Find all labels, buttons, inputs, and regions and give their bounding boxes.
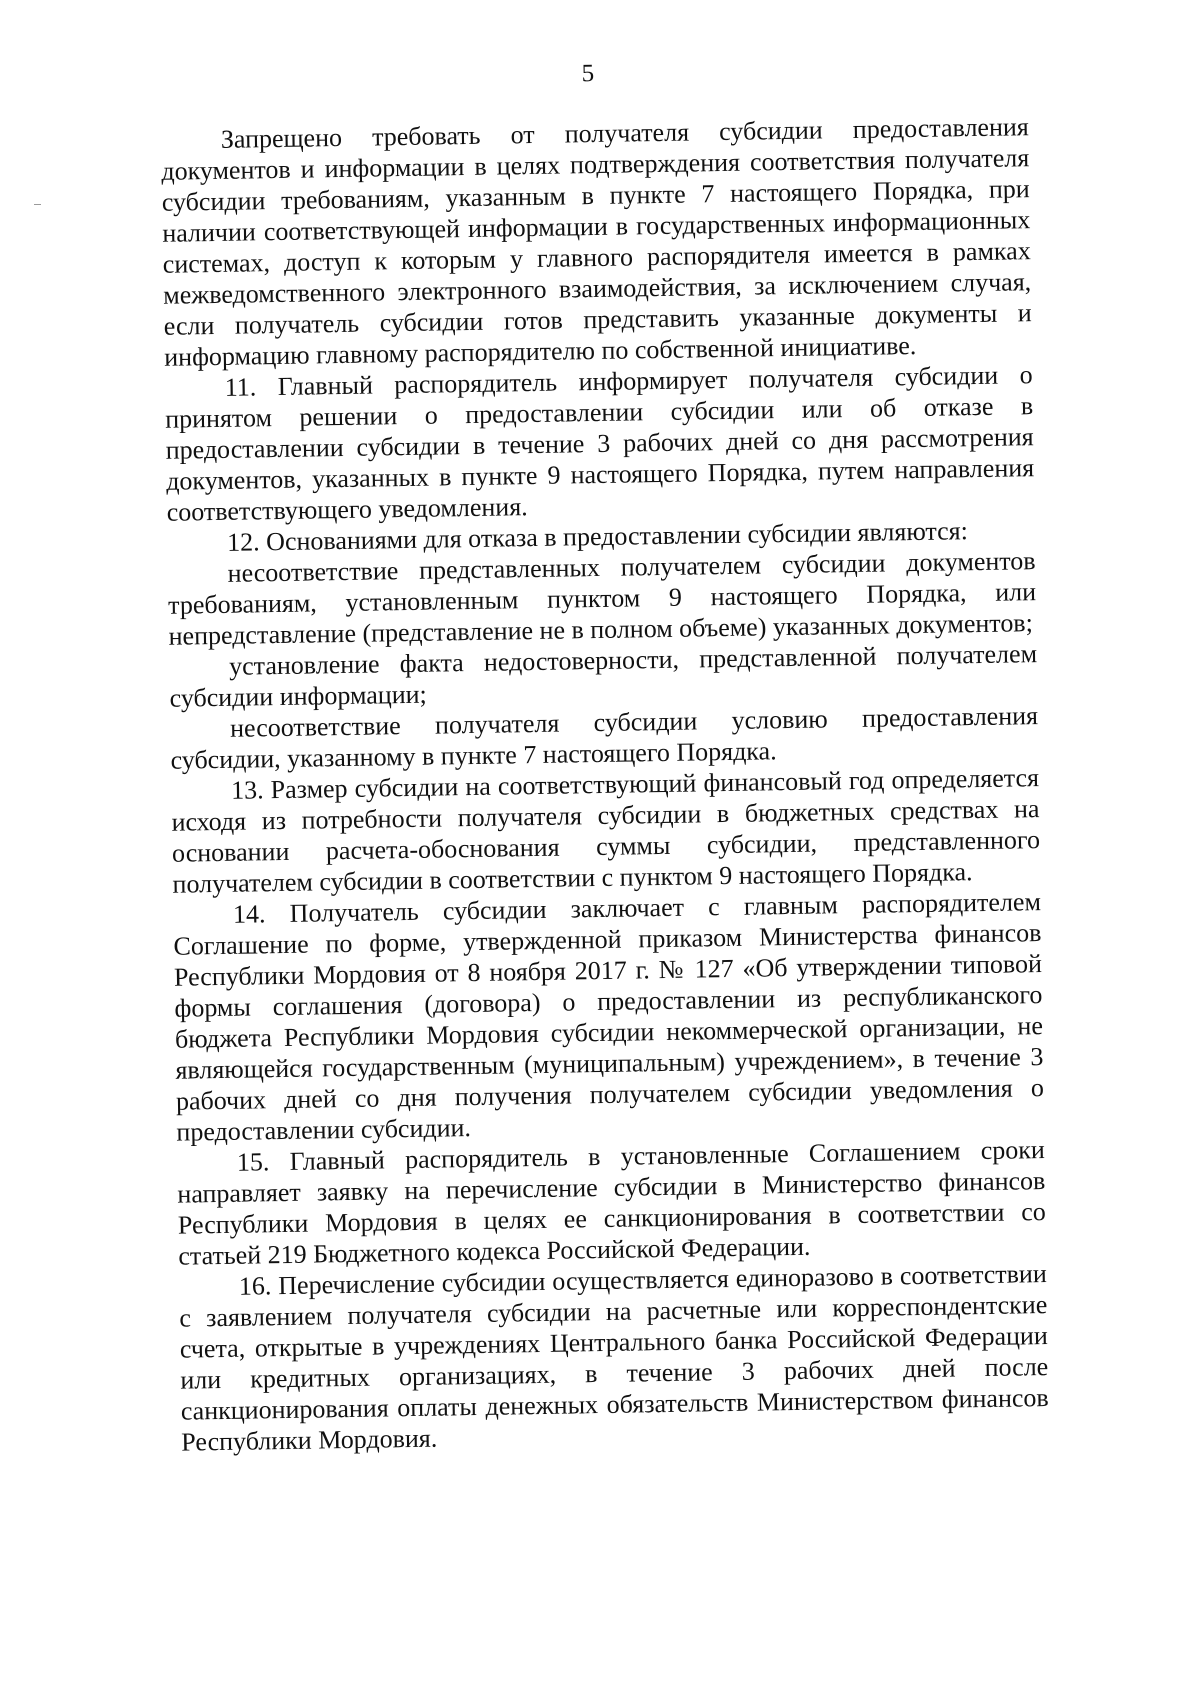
scan-artifact <box>34 204 41 205</box>
paragraph-13: 13. Размер субсидии на соответствующий финансовый год определяется исходя из потребности получателя субсидии в бюджетных средствах на основании расчета-обоснования суммы субсидии, представленного получателем субсидии в соответствии с пунктом 9 настоящего Порядка. <box>171 763 1041 899</box>
paragraph-12-ground-2: установление факта недостоверности, представленной получателем субсидии информации; <box>169 639 1038 713</box>
paragraph-15: 15. Главный распорядитель в установленные Соглашением сроки направляет заявку на перечисление субсидии в Министерство финансов Республики Мордовия в целях ее санкционирования в соответствии со статьей 219 Бюджетного кодекса Российской Федерации. <box>177 1135 1047 1271</box>
paragraph-12-ground-1: несоответствие представленных получателем субсидии документов требованиям, установленным пунктом 9 настоящего Порядка, или непредставление (представление не в полном объеме) указанных документов; <box>167 546 1037 651</box>
paragraph-11: 11. Главный распорядитель информирует получателя субсидии о принятом решении о предоставлении субсидии или об отказе в предоставлении субсидии в течение 3 рабочих дней со дня рассмотрения документов, указанных в пункте 9 настоящего Порядка, путем направления соответствующего уведомления. <box>165 360 1035 527</box>
paragraph-12: 12. Основаниями для отказа в предоставлении субсидии являются: <box>226 516 969 557</box>
paragraph-16: 16. Перечисление субсидии осуществляется единоразово в соответствии с заявлением получателя субсидии на расчетные или корреспондентские счета, открытые в учреждениях Центрального банка Российской Федерации или кредитных организациях, в течение 3 рабочих дней после санкционирования оплаты денежных обязательств Министерством финансов Республики Мордовия. <box>179 1259 1049 1457</box>
paragraph-14: 14. Получатель субсидии заключает с главным распорядителем Соглашение по форме, утвержденной приказом Министерства финансов Республики Мордовия от 8 ноября 2017 г. № 127 «Об утверждении типовой формы соглашения (договора) о предоставлении из республиканского бюджета Республики Мордовия субсидии некоммерческой организации, не являющейся государственным (муниципальным) учреждением», в течение 3 рабочих дней со дня получения получателем субсидии уведомления о предоставлении субсидии. <box>173 887 1045 1147</box>
paragraph-prohibition: Запрещено требовать от получателя субсидии предоставления документов и информации в целях подтверждения соответствия получателя субсидии требованиям, указанным в пункте 7 настоящего Порядка, при наличии соответствующей информации в государственных информационных системах, доступ к которым у главного распорядителя имеется в рамках межведомственного электронного взаимодействия, за исключением случая, если получатель субсидии готов представить указанные документы и информацию главному распорядителю по собственной инициативе. <box>161 112 1032 372</box>
document-body <box>161 111 1050 1457</box>
paragraph-12-ground-3: несоответствие получателя субсидии условию предоставления субсидии, указанному в пункте 7 настоящего Порядка. <box>170 701 1039 775</box>
page-number: 5 <box>581 59 595 88</box>
